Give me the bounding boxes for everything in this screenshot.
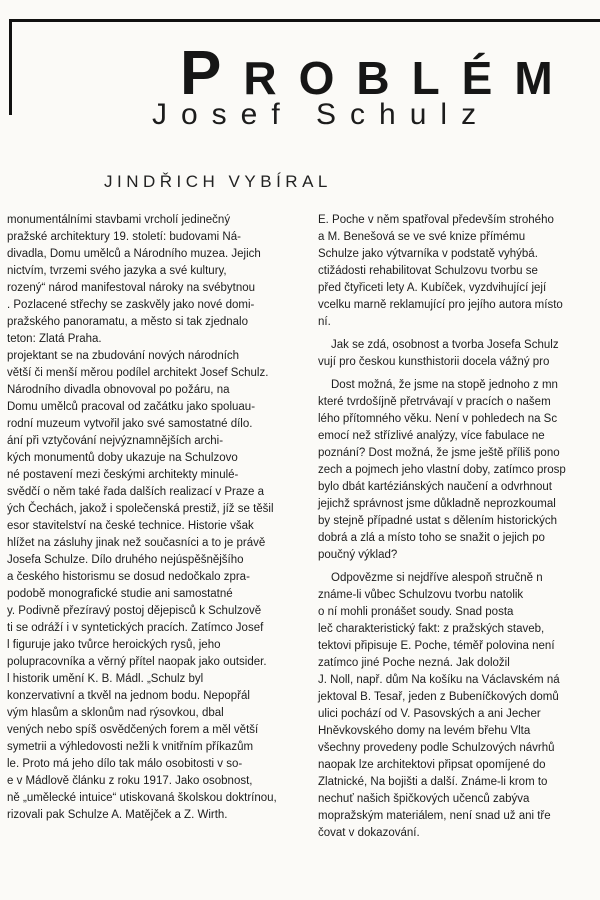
text-line: Jak se zdá, osobnost a tvorba Josefa Schulz (331, 339, 559, 351)
text-line: naopak lze architektovi připsat opomíjené do (318, 759, 546, 771)
text-line: né postavení mezi českými architekty minulé- (7, 469, 239, 481)
text-line: vují pro českou kunsthistorii docela vážný pro (318, 356, 550, 368)
text-line: lého přítomného věku. Není v pohledech na Sc (318, 413, 558, 425)
text-line: nictvím, tvrzemi svého jazyka a své kultury, (7, 265, 227, 277)
text-line: vým hlasům a sklonům nad rýsovkou, dbal (7, 707, 224, 719)
text-line: e v Mádlově článku z roku 1917. Jako osobnost, (7, 775, 253, 787)
text-line: svědčí o něm také řada dalších realizací v Praze a (7, 486, 264, 498)
text-line: před čtyřiceti lety A. Kubíček, vyzdvihující její (318, 282, 547, 294)
text-line: divadla, Domu umělců a Národního muzea. Jejich (7, 248, 261, 260)
text-line: a M. Benešová se ve své knize přímému (318, 231, 526, 243)
text-line: čovat v dokazování. (318, 827, 420, 839)
text-line: tektovi připisuje E. Poche, téměř polovina není (318, 640, 555, 652)
text-line: ně „umělecké intuice“ utiskovaná školskou doktrínou, (7, 792, 277, 804)
paragraph (318, 212, 600, 331)
text-line: l figuruje jako tvůrce heroických rysů, jeho (7, 639, 221, 651)
author-name: JINDŘICH VYBÍRAL (104, 172, 332, 191)
text-line: ní. (318, 316, 331, 328)
right-column (318, 212, 600, 848)
text-line: Odpovězme si nejdříve alespoň stručně n (331, 572, 543, 584)
title-initial-letter: P (180, 39, 244, 108)
text-line: esor stavitelství na české technice. Historie však (7, 520, 254, 532)
text-line: Národního divadla obnovoval po požáru, na (7, 384, 230, 396)
text-line: by stejně případné ustat s dělením historických (318, 515, 558, 527)
text-line: nechuť našich špičkových učenců zabýva (318, 793, 530, 805)
text-line: Hněvkovského domy na levém břehu Vlta (318, 725, 531, 737)
paragraph (318, 570, 600, 842)
text-line: vcelku marně reklamující pro jejího autora místo (318, 299, 563, 311)
text-line: pražské architektury 19. století: budovami Ná- (7, 231, 241, 243)
text-line: jektoval B. Tesař, jeden z Bubeníčkových domů (318, 691, 559, 703)
paragraph (318, 337, 600, 371)
text-line: Zlatnické, Na bojišti a další. Známe-li krom to (318, 776, 548, 788)
page-frame-top-rule (9, 19, 600, 22)
text-line: polupracovníka a věrný přítel naopak jako outsider. (7, 656, 267, 668)
page-frame-left-rule (9, 19, 12, 115)
text-line: Dost možná, že jsme na stopě jednoho z mn (331, 379, 558, 391)
text-line: y. Podivně přezíravý postoj dějepisců k Schulzově (7, 605, 262, 617)
title-rest: ROBLÉM (243, 52, 575, 104)
text-line: J. Noll, např. dům Na košíku na Václavském ná (318, 674, 560, 686)
text-line: které tvrdošíjně přetrvávají v pracích o našem (318, 396, 551, 408)
text-line: zech a pojmech jeho vlastní doby, zatímco prosp (318, 464, 566, 476)
text-line: konzervativní a tkvěl na jednom bodu. Nepopřál (7, 690, 250, 702)
text-line: le. Proto má jeho dílo tak málo osobitosti v so- (7, 758, 243, 770)
text-line: rizovali pak Schulze A. Matějček a Z. Wirth. (7, 809, 228, 821)
text-line: ání při vztyčování nejvýznamnějších archi- (7, 435, 224, 447)
text-line: zatímco jiné Poche nezná. Jak doložil (318, 657, 510, 669)
text-line: Schulze jako výtvarníka v podstatě vyhýbá. (318, 248, 538, 260)
text-line: projektant se na zbudování nových národních (7, 350, 240, 362)
text-line: monumentálními stavbami vrcholí jedinečný (7, 214, 231, 226)
text-line: rodní muzeum vytvořil jako své samostatné dílo. (7, 418, 253, 430)
text-line: poučný výklad? (318, 549, 398, 561)
text-line: a českého historismu se dosud nedočkalo zpra- (7, 571, 250, 583)
text-line: teton: Zlatá Praha. (7, 333, 102, 345)
text-line: ulici pochází od V. Pasovských a ani Jecher (318, 708, 541, 720)
text-line: ých Čechách, jakož i společenská prestiž, jíž se těšil (7, 503, 274, 515)
text-line: všechny provedeny podle Schulzových návrhů (318, 742, 555, 754)
text-line: poznání? Dost možná, že jsme ještě příliš pono (318, 447, 560, 459)
text-line: jejichž správnost jsme důkladně neprozkoumal (318, 498, 556, 510)
text-line: l historik umění K. B. Mádl. „Schulz byl (7, 673, 204, 685)
text-line: bylo dbát kartéziánských naučení a odvrhnout (318, 481, 552, 493)
text-line: známe-li vůbec Schulzovu tvorbu natolik (318, 589, 524, 601)
text-line: ti se odráží i v syntetických pracích. Zatímco Josef (7, 622, 264, 634)
text-line: kých monumentů doby ukazuje na Schulzovo (7, 452, 238, 464)
text-line: pražského panoramatu, a město si tak zjednalo (7, 316, 248, 328)
text-line: ctižádosti rehabilitovat Schulzovu tvorbu se (318, 265, 538, 277)
text-line: leč charakteristický fakt: z pražských staveb, (318, 623, 545, 635)
text-line: rozený“ národ manifestoval nároky na svébytnou (7, 282, 256, 294)
text-line: mopražským materiálem, není snad už ani tře (318, 810, 551, 822)
text-line: vených nebo spíš osvědčených forem a měl větší (7, 724, 259, 736)
text-line: o ní mohli pronášet soudy. Snad posta (318, 606, 514, 618)
paragraph (318, 377, 600, 564)
text-line: emocí než střízlivé analýzy, více fabulace ne (318, 430, 545, 442)
text-line: dobrá a zlá a místo toho se snažit o jejich po (318, 532, 545, 544)
text-line: . Pozlacené střechy se zaskvěly jako nové domi- (7, 299, 255, 311)
text-line: hlížet na zásluhy jinak než současníci a to je právě (7, 537, 266, 549)
text-line: Domu umělců pracoval od začátku jako spoluau- (7, 401, 256, 413)
left-column (7, 212, 307, 824)
article-subtitle: Josef Schulz (152, 98, 491, 131)
text-line: větší či menší měrou podílel architekt Josef Schulz. (7, 367, 269, 379)
text-line: Josefa Schulze. Dílo druhého nejúspěšnějšího (7, 554, 244, 566)
text-line: podobě monografické studie ani samostatné (7, 588, 233, 600)
text-line: E. Poche v něm spatřoval především strohého (318, 214, 554, 226)
text-line: symetrii a výhledovosti nežli k vnitřním příkazům (7, 741, 254, 753)
